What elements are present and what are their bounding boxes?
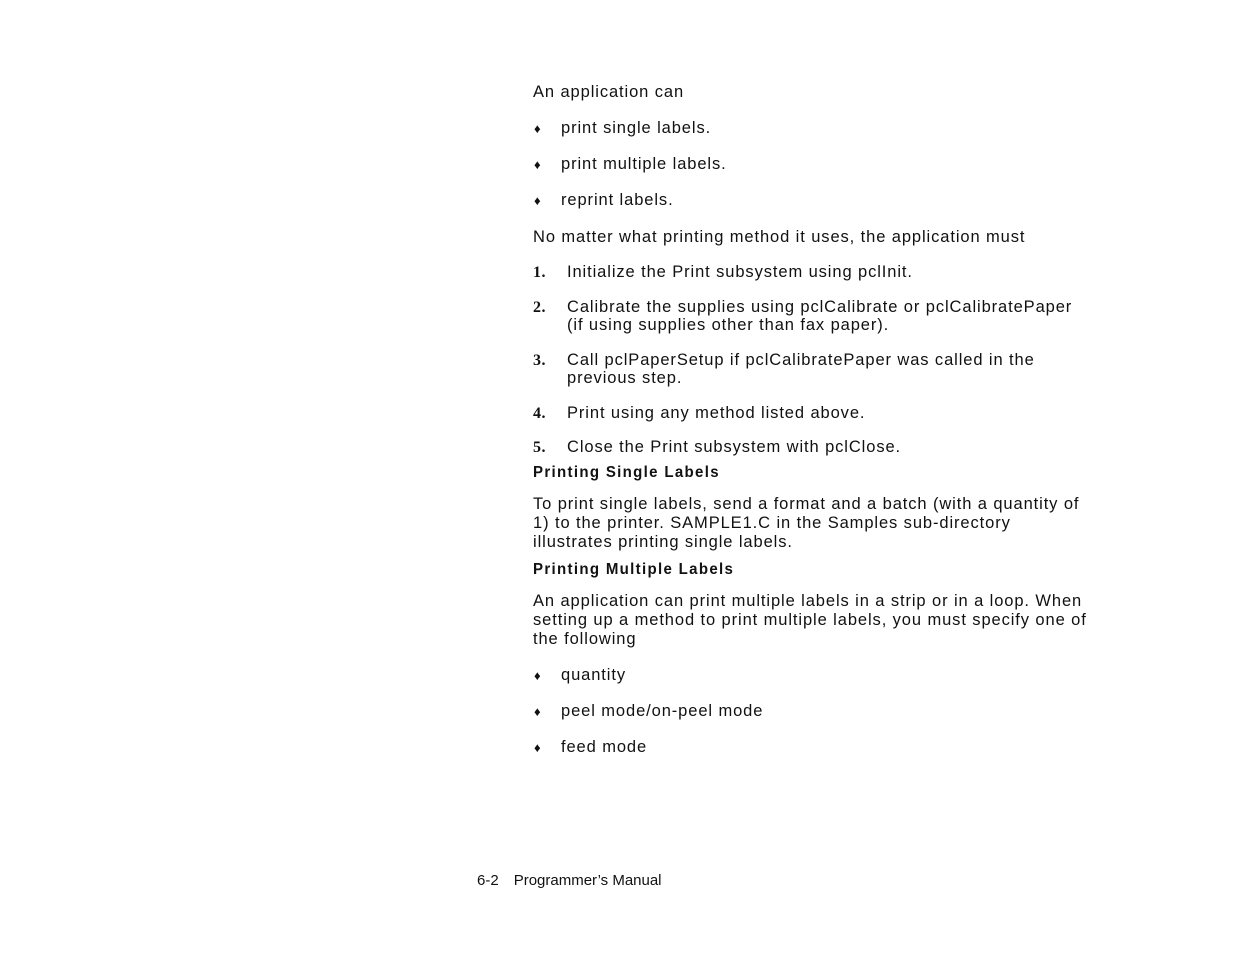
bullet-text: print multiple labels. xyxy=(561,155,727,173)
list-item xyxy=(533,155,1093,174)
step-text: Call pclPaperSetup if pclCalibratePaper was called in the previous step. xyxy=(567,351,1035,387)
section-heading-single-labels: Printing Single Labels xyxy=(533,464,720,481)
diamond-bullet-icon: ♦ xyxy=(534,740,542,755)
list-item xyxy=(533,298,1093,334)
intro-lead: An application can xyxy=(533,83,685,101)
diamond-bullet-icon: ♦ xyxy=(534,121,542,136)
step-number: 5. xyxy=(533,439,546,456)
section-heading-multiple-labels: Printing Multiple Labels xyxy=(533,561,735,578)
bullet-text: reprint labels. xyxy=(561,191,674,209)
steps-lead: No matter what printing method it uses, the application must xyxy=(533,228,1026,246)
diamond-bullet-icon: ♦ xyxy=(534,704,542,719)
step-number: 1. xyxy=(533,264,546,281)
step-text: Close the Print subsystem with pclClose. xyxy=(567,438,902,456)
page-footer xyxy=(477,872,662,890)
diamond-bullet-icon: ♦ xyxy=(534,157,542,172)
bullet-text: print single labels. xyxy=(561,119,712,137)
multiple-labels-body: An application can print multiple labels in a strip or in a loop. When setting up a method to print multiple labels, you must specify one of the following xyxy=(533,592,1087,648)
diamond-bullet-icon: ♦ xyxy=(534,193,542,208)
list-item xyxy=(533,404,1093,422)
list-item xyxy=(533,119,1093,138)
page-number: 6-2 xyxy=(477,872,499,889)
list-item xyxy=(533,666,1093,685)
steps-list xyxy=(533,263,1093,456)
bullet-text: peel mode/on-peel mode xyxy=(561,702,764,720)
step-number: 3. xyxy=(533,352,546,369)
list-item xyxy=(533,738,1093,757)
bullet-text: quantity xyxy=(561,666,626,684)
list-item xyxy=(533,191,1093,210)
bullet-text: feed mode xyxy=(561,738,648,756)
single-labels-body: To print single labels, send a format and a batch (with a quantity of 1) to the printer. SAMPLE1.C in the Samples sub-directory illustrates printing single labels. xyxy=(533,495,1080,551)
page-content xyxy=(533,83,1093,757)
step-text: Initialize the Print subsystem using pclInit. xyxy=(567,263,913,281)
step-text: Calibrate the supplies using pclCalibrate or pclCalibratePaper (if using supplies other than fax paper). xyxy=(567,298,1073,334)
step-text: Print using any method listed above. xyxy=(567,404,866,422)
list-item xyxy=(533,263,1093,281)
diamond-bullet-icon: ♦ xyxy=(534,668,542,683)
list-item xyxy=(533,351,1093,387)
manual-title: Programmer’s Manual xyxy=(513,872,662,889)
list-item xyxy=(533,438,1093,456)
intro-bullet-list xyxy=(533,119,1093,210)
multiple-labels-bullet-list xyxy=(533,666,1093,757)
list-item xyxy=(533,702,1093,721)
step-number: 4. xyxy=(533,405,546,422)
step-number: 2. xyxy=(533,299,546,316)
